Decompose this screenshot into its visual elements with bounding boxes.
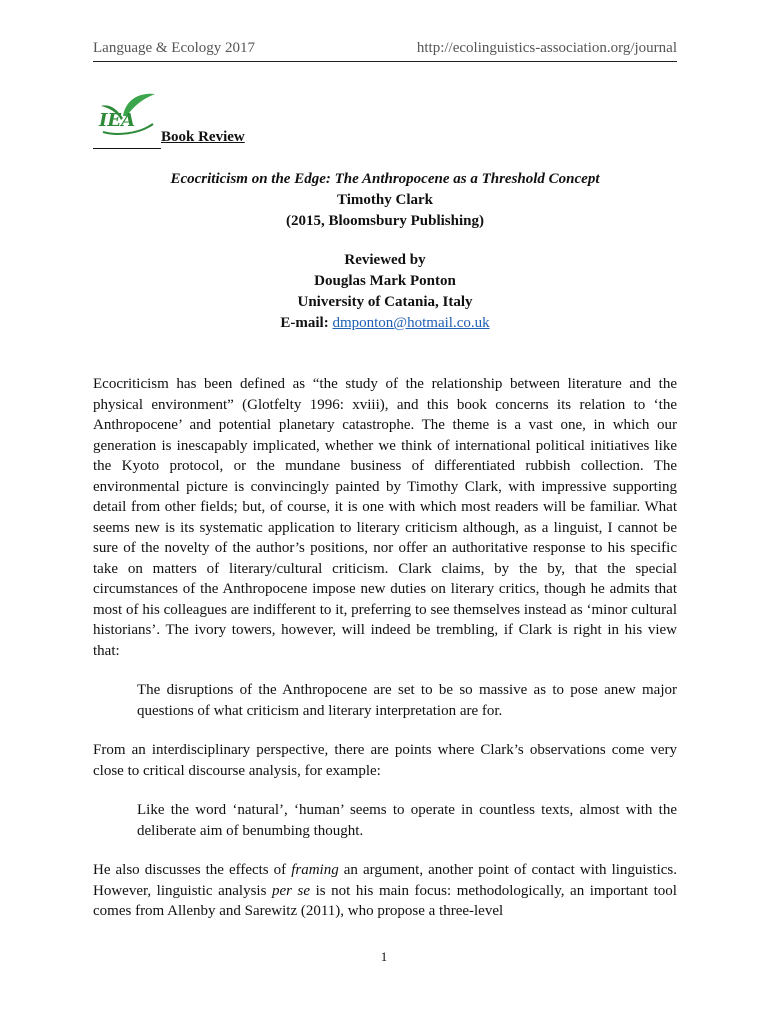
paragraph-2: From an interdisciplinary perspective, there are points where Clark’s observations come very close to critical discourse analysis, for example: bbox=[93, 742, 677, 779]
section-label: Book Review bbox=[161, 129, 245, 145]
reviewer-name: Douglas Mark Ponton bbox=[314, 273, 456, 289]
p3-emphasis-framing: framing bbox=[291, 862, 339, 878]
p3-emphasis-per-se: per se bbox=[271, 882, 311, 899]
reviewer-email-line bbox=[93, 313, 677, 334]
p3-text-a: He also discusses the effects of bbox=[93, 862, 292, 878]
running-header bbox=[93, 40, 677, 62]
paragraph-1: Ecocriticism has been defined as “the study of the relationship between literature and the physical environment” (Glotfelty 1996: xviii), and this book concerns its relation to ‘the Anthropocene’ and potential planetary catastrophe. The theme is a vast one, in which our generation is inescapably implicated, whether we think of international political initiatives like the Kyoto protocol, or the mundane business of differentiated rubbish collection. The environmental picture is convincingly painted by Timothy Clark, with impressive supporting detail from other fields; but, of course, it is one with which most readers will be familiar. What seems new is its systematic application to literary criticism although, as a linguist, I cannot be sure of the novelty of the author’s positions, nor offer an authoritative response to his specific take on matters of literary/cultural criticism. Clark claims, by the by, that the special circumstances of the Anthropocene impose new duties on literary critics, though he admits that most of his colleagues are indifferent to it, preferring to see themselves instead as ‘minor cultural historians’. The ivory towers, however, will indeed be trembling, if Clark is right in his view that: bbox=[93, 376, 677, 659]
email-link[interactable]: dmponton@hotmail.co.uk bbox=[332, 315, 490, 331]
block-quote-1: The disruptions of the Anthropocene are set to be so massive as to pose anew major questions of what criticism and literary interpretation are for. bbox=[137, 682, 677, 719]
reviewer-info bbox=[93, 250, 677, 334]
review-body bbox=[93, 374, 677, 941]
email-label: E-mail: bbox=[280, 315, 329, 331]
journal-name: Language & Ecology 2017 bbox=[93, 40, 256, 56]
logo-text: IEA bbox=[99, 110, 136, 131]
book-info bbox=[93, 169, 677, 232]
iea-logo bbox=[93, 88, 161, 149]
p3-text-b: an argument, another point of contact with linguistics. However, linguistic analysis bbox=[93, 862, 677, 899]
journal-url[interactable]: http://ecolinguistics-association.org/journal bbox=[416, 40, 677, 56]
book-author: Timothy Clark bbox=[337, 192, 433, 208]
reviewed-by-label: Reviewed by bbox=[344, 252, 426, 268]
p3-text-c: is not his main focus: methodologically, an important tool comes from Allenby and Sarewitz (2011), who propose a three-level bbox=[93, 882, 677, 919]
paragraph-3 bbox=[93, 860, 677, 922]
book-title: Ecocriticism on the Edge: The Anthropocene as a Threshold Concept bbox=[170, 171, 600, 187]
page-number: 1 bbox=[380, 949, 388, 964]
reviewer-affiliation: University of Catania, Italy bbox=[297, 294, 473, 310]
block-quote-2: Like the word ‘natural’, ‘human’ seems to operate in countless texts, almost with the deliberate aim of benumbing thought. bbox=[137, 802, 677, 839]
book-publication: (2015, Bloomsbury Publishing) bbox=[286, 213, 484, 229]
